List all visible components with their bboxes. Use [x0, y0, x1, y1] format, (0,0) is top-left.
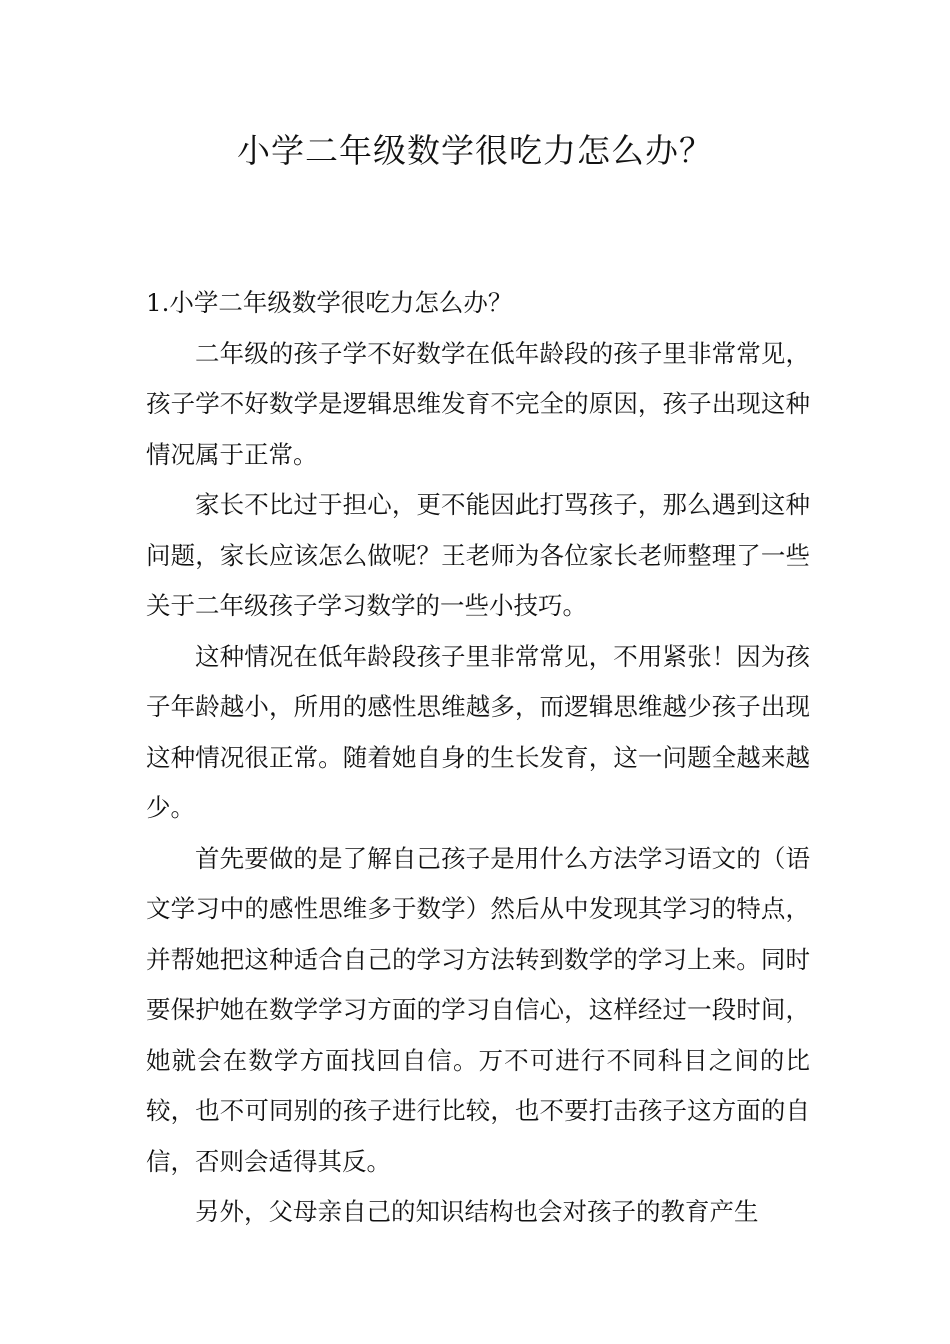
- paragraph: 另外，父母亲自己的知识结构也会对孩子的教育产生: [195, 1197, 759, 1226]
- document-title: 小学二年级数学很吃力怎么办？: [237, 131, 713, 170]
- document-body: [146, 278, 810, 1238]
- paragraph: 二年级的孩子学不好数学在低年龄段的孩子里非常常见，孩子学不好数学是逻辑思维发育不完全的原因，孩子出现这种情况属于正常。: [146, 338, 810, 469]
- paragraph: 这种情况在低年龄段孩子里非常常见，不用紧张！因为孩子年龄越小，所用的感性思维越多，而逻辑思维越少孩子出现这种情况很正常。随着她自身的生长发育，这一问题全越来越少。: [146, 641, 810, 822]
- section-heading: 1.小学二年级数学很吃力怎么办？: [146, 288, 513, 317]
- paragraph: 首先要做的是了解自己孩子是用什么方法学习语文的（语文学习中的感性思维多于数学）然后从中发现其学习的特点，并帮她把这种适合自己的学习方法转到数学的学习上来。同时要保护她在数学学习方面的学习自信心，这样经过一段时间，她就会在数学方面找回自信。万不可进行不同科目之间的比较，也不可同别的孩子进行比较，也不要打击孩子这方面的自信，否则会适得其反。: [146, 843, 810, 1176]
- paragraph: 家长不比过于担心，更不能因此打骂孩子，那么遇到这种问题，家长应该怎么做呢？王老师为各位家长老师整理了一些关于二年级孩子学习数学的一些小技巧。: [146, 490, 810, 620]
